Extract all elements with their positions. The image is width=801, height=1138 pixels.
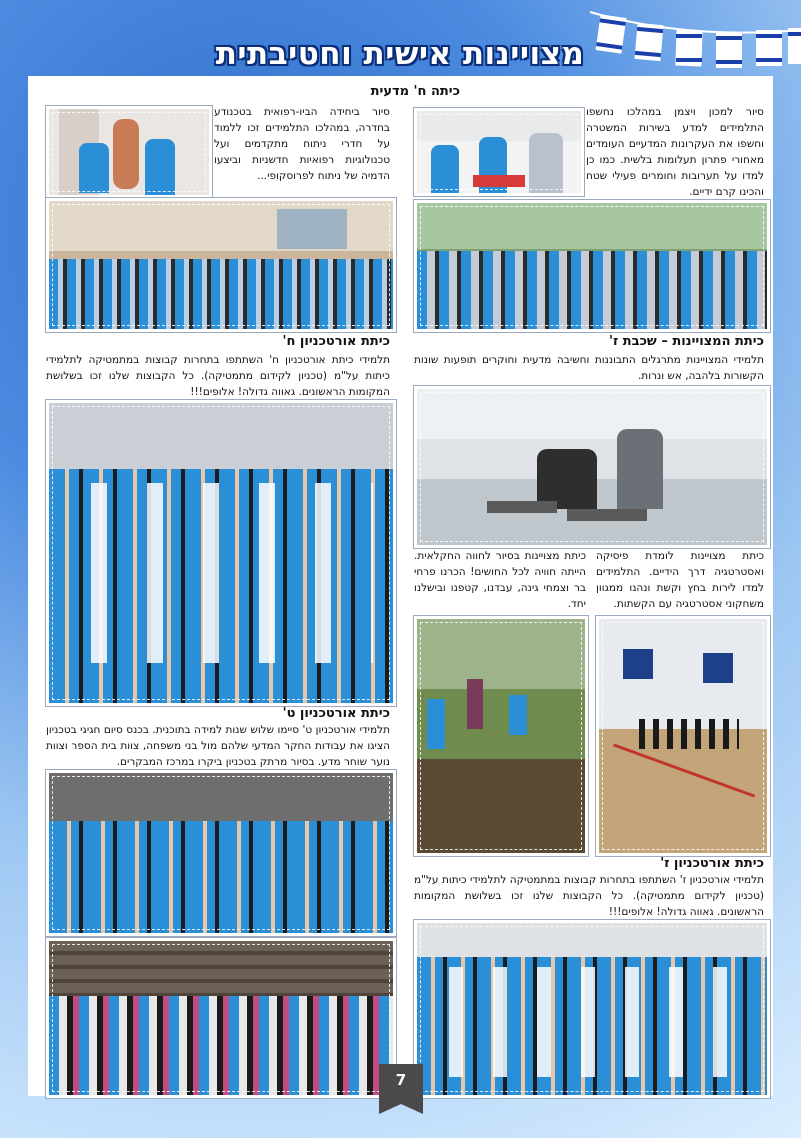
text-orteknion-9: תלמידי אורטכניון ט' סיימו שלוש שנות למידה בתוכנית. בכנס סיום חגיגי בטכניון הציגו את עבודות החקר המדעי שלהם מול בני משפחה, צוות בית הספר וצוות נוער שוחר מדע. בסיור מרתק בטכניון ביקרו במרכז המבקרים.: [46, 724, 390, 768]
text-excellence-7: תלמידי המצויינות מתרגלים התבוננות וחשיבה מדעית וחוקרים תופעות שונות הקשורות בלהבה, אש ונרות.: [414, 354, 764, 382]
photo-anatomy-model: [46, 106, 212, 198]
text-grade8-weizmann: סיור למכון ויצמן במהלכו נחשפו התלמידים למדע בשירות המשטרה וחשפו את העקרונות המדעיים העומדים מאחורי פתרון תעלומות בלשית. כמו כן למדו על תערובות וחומרים פעילי שטח והכינו קרם ידיים.: [586, 106, 764, 198]
text-excellence-physics: כיתת מצויינות לומדת פיסיקה ואסטרטגיה דרך הידיים. התלמידים למדו לירות בחץ וקשת ונהנו ממגוון משחקוני אסטרטגיה עם הקשתות.: [596, 550, 764, 610]
flag-2-icon: [634, 23, 663, 61]
section-title-orteknion-7: כיתת אורטכניון ז': [660, 856, 764, 871]
photo-orteknion-9-group: [46, 770, 396, 936]
photo-grade8-group-garden: [414, 200, 770, 332]
photo-orteknion-8-certificates: [46, 400, 396, 706]
photo-grade8-group-stairs: [46, 198, 396, 332]
flag-4-icon: [716, 32, 742, 68]
section-title-excellence-7: כיתת המצויינות – שכבת ז': [609, 334, 764, 349]
page-number: 7: [395, 1071, 407, 1089]
section-title-grade8-science: כיתה ח' מדעית: [370, 84, 460, 99]
flag-5-icon: [756, 30, 782, 66]
photo-weizmann-lab: [414, 108, 584, 196]
flag-6-icon: [788, 28, 801, 64]
text-grade8-technoda: סיור ביחידה הביו-רפואית בטכנודע בחדרה, במהלכו התלמידים זכו ללמוד על חדרי ניתוח מתקדמים ועל טכנולוגיות רפואיות חדשניות וביצעו הדמיה של ניתוח לפרוסקופי...: [214, 106, 390, 182]
text-excellence-farm: כיתת מצויינות בסיור לחווה החקלאית. הייתה חוויה לכל החושים! הכרנו פרחי בר וצמחי גינה, עבדנו, קטפנו ובישלנו יחד.: [414, 550, 586, 610]
photo-candles-class: [414, 386, 770, 548]
flag-3-icon: [675, 30, 702, 67]
text-orteknion-7: תלמידי אורטכניון ז' השתתפו בתחרות קבוצות במתמטיקה לתלמידי כיתות על"מ (טכניון לקידום מתמטיקה). כל הקבוצות שלנו זכו בשלושת המקומות הראשונים. גאווה גדולה! אלופים!!!: [414, 874, 764, 918]
text-orteknion-8: תלמידי כיתת אורטכניון ח' השתתפו בתחרות קבוצות במתמטיקה לתלמידי כיתות על"מ (טכניון לקידום מתמטיקה). כל הקבוצות שלנו זכו בשלושת המקומות הראשונים. גאווה גדולה! אלופים!!!: [46, 354, 390, 398]
section-title-orteknion-9: כיתת אורטכניון ט': [282, 706, 390, 721]
section-title-orteknion-8: כיתת אורטכניון ח': [282, 334, 390, 349]
photo-archery-gym: [596, 616, 770, 856]
photo-farm-trip: [414, 616, 588, 856]
photo-technion-auditorium: [46, 938, 396, 1098]
photo-orteknion-7-certificates: [414, 920, 770, 1098]
page-title: מצויינות אישית וחטיבתית: [215, 36, 585, 72]
